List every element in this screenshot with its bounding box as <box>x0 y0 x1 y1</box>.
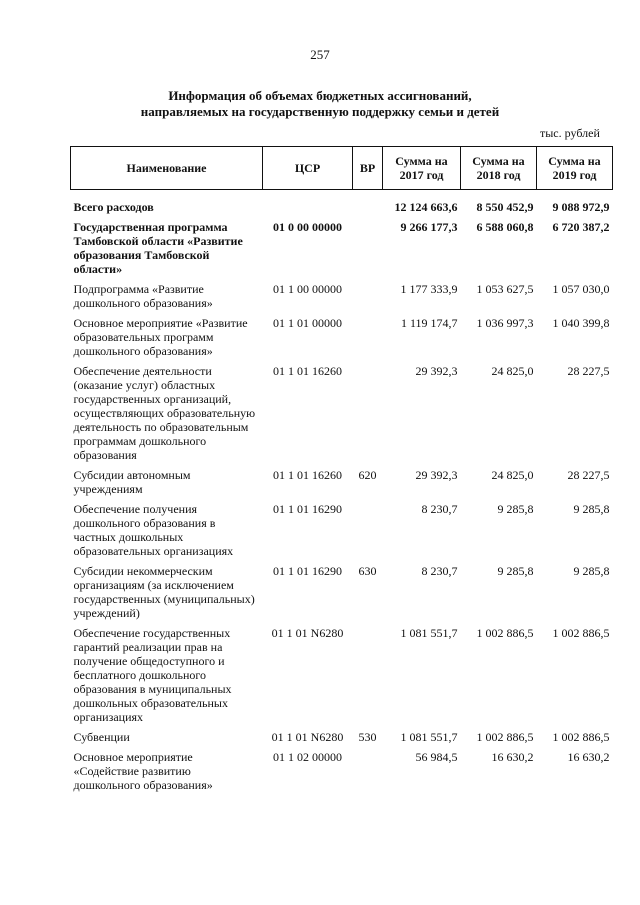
cell-sum-2017: 12 124 663,6 <box>394 200 458 214</box>
cell-name: Субвенции <box>73 730 130 744</box>
cell-vr <box>353 624 383 728</box>
cell-sum-2018: 1 036 997,3 <box>476 316 534 330</box>
cell-name: Субсидии автономным учреждениям <box>73 468 191 496</box>
cell-sum-2019: 28 227,5 <box>567 468 610 482</box>
cell-vr: 530 <box>358 730 377 744</box>
table-header-row <box>71 147 613 190</box>
table-row <box>71 362 613 466</box>
table-row <box>71 500 613 562</box>
cell-sum-2017: 9 266 177,3 <box>400 220 458 234</box>
cell-csr: 01 1 01 16290 <box>273 502 342 516</box>
cell-sum-2018: 6 588 060,8 <box>476 220 534 234</box>
cell-sum-2018: 1 002 886,5 <box>476 730 534 744</box>
table-row <box>71 748 613 796</box>
cell-name: Обеспечение государственных гарантий реализации прав на получение общедоступного и бесплатного дошкольного образования в муниципальных дошкольных образовательных организациях <box>73 626 232 724</box>
cell-sum-2019: 1 040 399,8 <box>552 316 610 330</box>
table-spacer <box>71 190 613 199</box>
page-number: 257 <box>310 47 330 62</box>
table-row <box>71 466 613 500</box>
cell-sum-2018: 24 825,0 <box>491 364 534 378</box>
header-sum-2018: Сумма на 2018 год <box>461 147 537 190</box>
cell-vr: 630 <box>358 564 377 578</box>
table-row <box>71 218 613 280</box>
budget-table <box>70 146 613 796</box>
cell-name: Основное мероприятие «Развитие образовательных программ дошкольного образования» <box>73 316 248 358</box>
cell-csr: 01 1 01 00000 <box>273 316 342 330</box>
cell-sum-2017: 1 081 551,7 <box>400 626 458 640</box>
header-sum-2017: Сумма на 2017 год <box>383 147 461 190</box>
cell-sum-2019: 9 285,8 <box>573 564 610 578</box>
table-row <box>71 624 613 728</box>
cell-vr <box>353 198 383 218</box>
cell-sum-2017: 56 984,5 <box>415 750 458 764</box>
cell-csr: 01 1 01 N6280 <box>271 626 344 640</box>
cell-sum-2018: 9 285,8 <box>497 564 534 578</box>
document-title <box>0 88 640 120</box>
header-name: Наименование <box>71 147 263 190</box>
cell-sum-2017: 1 081 551,7 <box>400 730 458 744</box>
header-sum-2019: Сумма на 2019 год <box>537 147 613 190</box>
cell-sum-2019: 16 630,2 <box>567 750 610 764</box>
cell-csr: 01 0 00 00000 <box>273 220 342 234</box>
header-vr: ВР <box>353 147 383 190</box>
cell-sum-2017: 29 392,3 <box>415 364 458 378</box>
cell-name: Основное мероприятие «Содействие развитию дошкольного образования» <box>73 750 213 792</box>
cell-sum-2019: 1 057 030,0 <box>552 282 610 296</box>
cell-csr: 01 1 01 N6280 <box>271 730 344 744</box>
cell-name: Подпрограмма «Развитие дошкольного образования» <box>73 282 213 310</box>
cell-sum-2018: 1 002 886,5 <box>476 626 534 640</box>
cell-name: Субсидии некоммерческим организациям (за исключением государственных (муниципальных) учреждений) <box>73 564 255 620</box>
cell-sum-2019: 28 227,5 <box>567 364 610 378</box>
cell-vr <box>353 314 383 362</box>
cell-csr: 01 1 01 16260 <box>273 468 342 482</box>
header-csr: ЦСР <box>263 147 353 190</box>
cell-csr: 01 1 00 00000 <box>273 282 342 296</box>
table-row <box>71 562 613 624</box>
cell-vr <box>353 218 383 280</box>
units-label: тыс. рублей <box>540 126 600 140</box>
cell-sum-2018: 1 053 627,5 <box>476 282 534 296</box>
cell-name: Государственная программа Тамбовской области «Развитие образования Тамбовской области» <box>73 220 243 276</box>
cell-vr <box>353 280 383 314</box>
table-row <box>71 198 613 218</box>
cell-name: Обеспечение получения дошкольного образования в частных дошкольных образовательных организациях <box>73 502 234 558</box>
cell-sum-2017: 1 177 333,9 <box>400 282 458 296</box>
cell-csr: 01 1 02 00000 <box>273 750 342 764</box>
cell-sum-2017: 8 230,7 <box>421 564 458 578</box>
cell-sum-2019: 1 002 886,5 <box>552 626 610 640</box>
cell-sum-2018: 9 285,8 <box>497 502 534 516</box>
cell-csr: 01 1 01 16290 <box>273 564 342 578</box>
cell-sum-2018: 24 825,0 <box>491 468 534 482</box>
cell-sum-2019: 1 002 886,5 <box>552 730 610 744</box>
cell-csr <box>263 198 353 218</box>
cell-sum-2017: 29 392,3 <box>415 468 458 482</box>
cell-name: Обеспечение деятельности (оказание услуг) областных государственных организаций, осуществляющих образовательную деятельность по образовательным программам дошкольного образования <box>73 364 256 462</box>
cell-csr: 01 1 01 16260 <box>273 364 342 378</box>
cell-sum-2019: 9 088 972,9 <box>552 200 610 214</box>
cell-sum-2017: 8 230,7 <box>421 502 458 516</box>
cell-vr: 620 <box>358 468 377 482</box>
title-line-1: Информация об объемах бюджетных ассигнований, <box>168 88 472 103</box>
cell-vr <box>353 362 383 466</box>
cell-sum-2019: 6 720 387,2 <box>552 220 610 234</box>
cell-vr <box>353 500 383 562</box>
cell-sum-2017: 1 119 174,7 <box>400 316 458 330</box>
cell-sum-2019: 9 285,8 <box>573 502 610 516</box>
cell-vr <box>353 748 383 796</box>
table-body <box>71 190 613 797</box>
cell-name: Всего расходов <box>73 200 154 214</box>
cell-sum-2018: 8 550 452,9 <box>476 200 534 214</box>
table-row <box>71 728 613 748</box>
table-row <box>71 314 613 362</box>
title-line-2: направляемых на государственную поддержку семьи и детей <box>140 104 500 119</box>
table-row <box>71 280 613 314</box>
cell-sum-2018: 16 630,2 <box>491 750 534 764</box>
